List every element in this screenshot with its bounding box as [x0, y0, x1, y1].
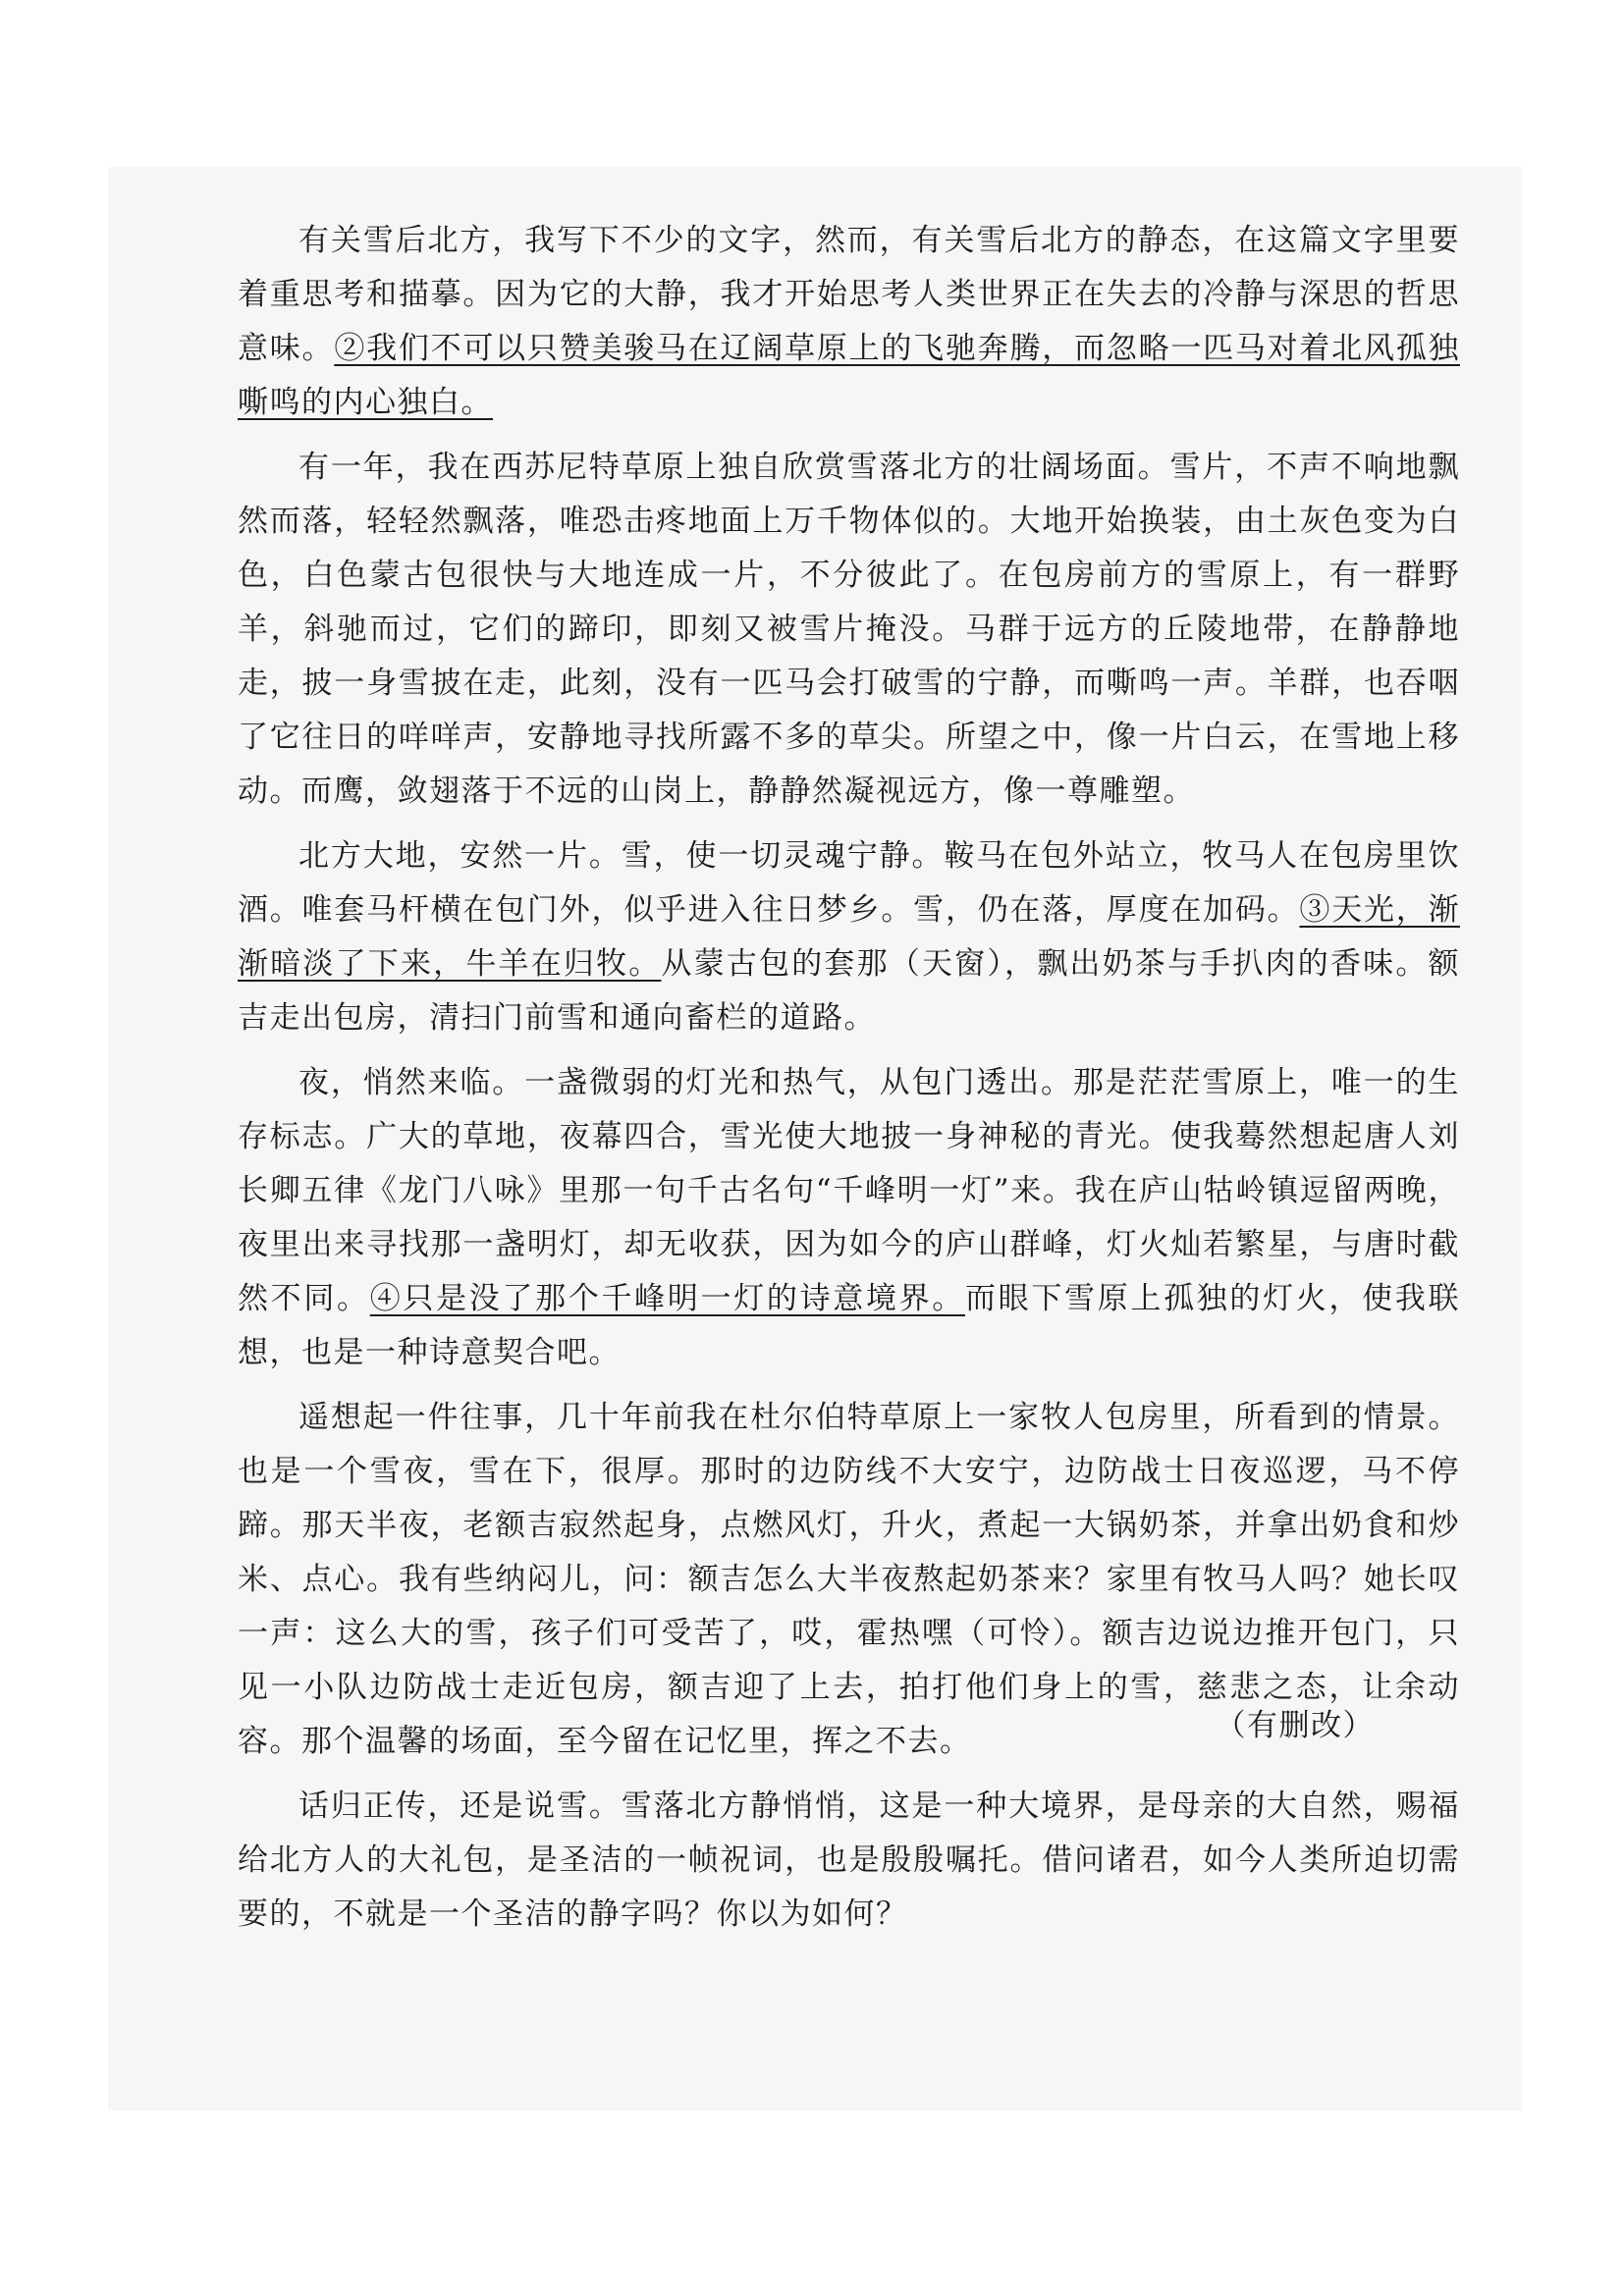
paragraph-4: [238, 1056, 1460, 1380]
paragraph-1: [238, 214, 1460, 430]
paragraph-3: [238, 829, 1460, 1045]
source-note: （有删改）: [1215, 1708, 1375, 1743]
paragraph-1-underlined-sentence: ②我们不可以只赞美骏马在辽阔草原上的飞驰奔腾，而忽略一匹马对着北风孤独嘶鸣的内心独白。: [238, 331, 1460, 420]
paragraph-5-text: 遥想起一件往事，几十年前我在杜尔伯特草原上一家牧人包房里，所看到的情景。也是一个雪夜，雪在下，很厚。那时的边防线不大安宁，边防战士日夜巡逻，马不停蹄。那天半夜，老额吉寂然起身，点燃风灯，升火，煮起一大锅奶茶，并拿出奶食和炒米、点心。我有些纳闷儿，问：额吉怎么大半夜熬起奶茶来？家里有牧马人吗？她长叹一声：这么大的雪，孩子们可受苦了，哎，霍热嘿（可怜）。额吉边说边推开包门，只见一小队边防战士走近包房，额吉迎了上去，拍打他们身上的雪，慈悲之态，让余动容。那个温馨的场面，至今留在记忆里，挥之不去。: [238, 1400, 1460, 1759]
paragraph-3-underlined-sentence: ③天光，渐渐暗淡了下来，牛羊在归牧。: [238, 892, 1461, 982]
paragraph-3-text-after: 从蒙古包的套那（天窗），飘出奶茶与手扒肉的香味。额吉走出包房，清扫门前雪和通向畜栏的道路。: [238, 946, 1461, 1036]
paragraph-2-text: 有一年，我在西苏尼特草原上独自欣赏雪落北方的壮阔场面。雪片，不声不响地飘然而落，轻轻然飘落，唯恐击疼地面上万千物体似的。大地开始换装，由土灰色变为白色，白色蒙古包很快与大地连成一片，不分彼此了。在包房前方的雪原上，有一群野羊，斜驰而过，它们的蹄印，即刻又被雪片掩没。马群于远方的丘陵地带，在静静地走，披一身雪披在走，此刻，没有一匹马会打破雪的宁静，而嘶鸣一声。羊群，也吞咽了它往日的咩咩声，安静地寻找所露不多的草尖。所望之中，像一片白云，在雪地上移动。而鹰，敛翅落于不远的山岗上，静静然凝视远方，像一尊雕塑。: [238, 450, 1460, 809]
paragraph-4-text: 夜，悄然来临。一盏微弱的灯光和热气，从包门透出。那是茫茫雪原上，唯一的生存标志。广大的草地，夜幕四合，雪光使大地披一身神秘的青光。使我蓦然想起唐人刘长卿五律《龙门八咏》里那一句千古名句“千峰明一灯”来。我在庐山牯岭镇逗留两晚，夜里出来寻找那一盏明灯，却无收获，因为如今的庐山群峰，灯火灿若繁星，与唐时截然不同。: [238, 1065, 1460, 1316]
paragraph-6-text: 话归正传，还是说雪。雪落北方静悄悄，这是一种大境界，是母亲的大自然，赐福给北方人的大礼包，是圣洁的一帧祝词，也是殷殷嘱托。借问诸君，如今人类所迫切需要的，不就是一个圣洁的静字吗？你以为如何？: [238, 1789, 1460, 1932]
paragraph-3-text: 北方大地，安然一片。雪，使一切灵魂宁静。鞍马在包外站立，牧马人在包房里饮酒。唯套马杆横在包门外，似乎进入往日梦乡。雪，仍在落，厚度在加码。: [238, 838, 1460, 928]
article-body: [238, 214, 1460, 1952]
paragraph-4-underlined-sentence: ④只是没了那个千峰明一灯的诗意境界。: [369, 1281, 965, 1316]
paragraph-4-text-after: 而眼下雪原上孤独的灯火，使我联想，也是一种诗意契合吧。: [238, 1281, 1461, 1370]
paragraph-6: [238, 1780, 1460, 1942]
paragraph-1-text: 有关雪后北方，我写下不少的文字，然而，有关雪后北方的静态，在这篇文字里要着重思考和描摹。因为它的大静，我才开始思考人类世界正在失去的冷静与深思的哲思意味。: [238, 223, 1460, 366]
paragraph-2: [238, 441, 1460, 819]
